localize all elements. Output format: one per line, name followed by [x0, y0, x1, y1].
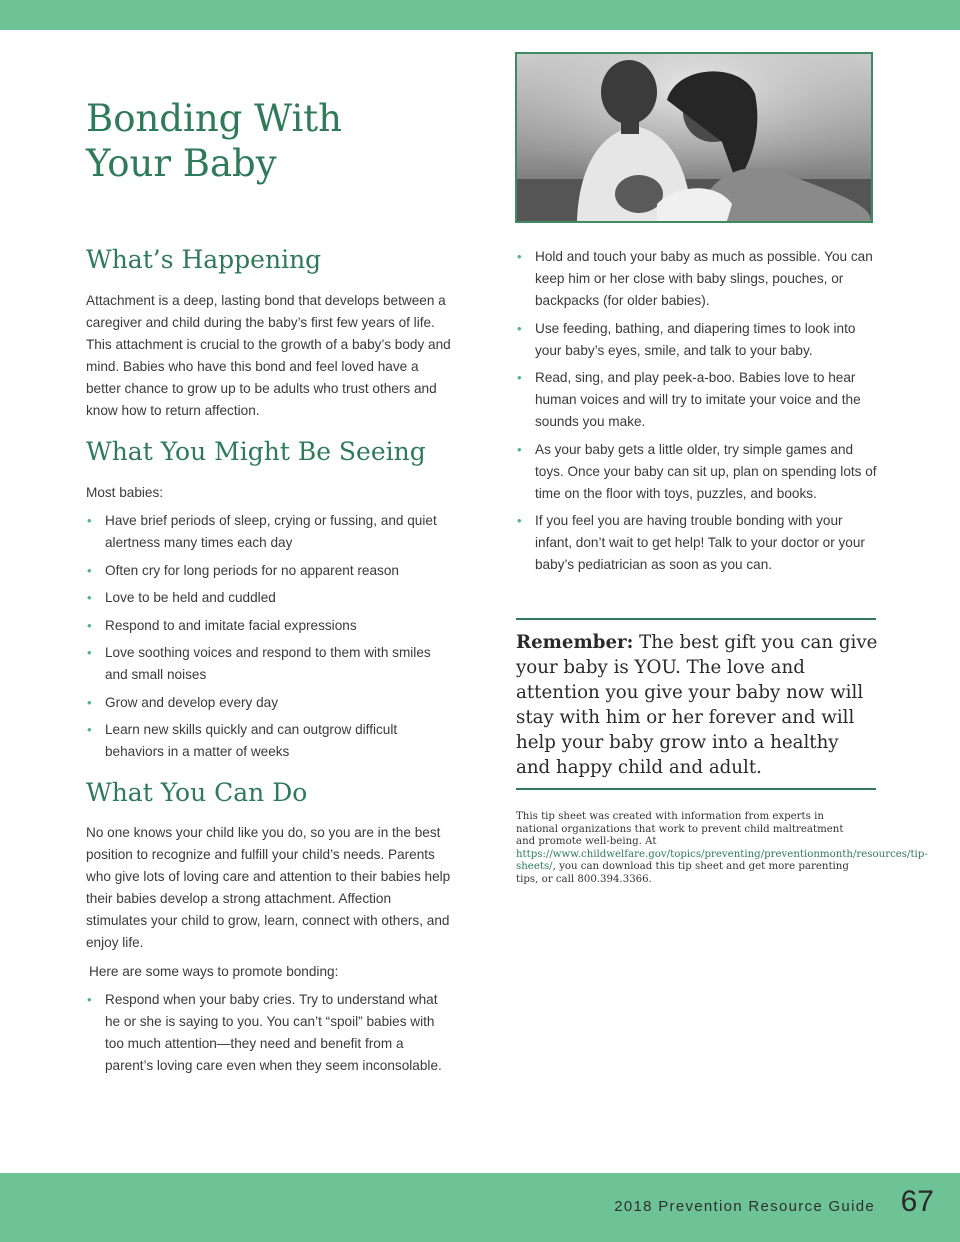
seeing-list — [86, 510, 456, 769]
top-color-band — [0, 0, 960, 30]
photo-illustration — [517, 54, 871, 221]
list-item: • Read, sing, and play peek-a-boo. Babies love to hear human voices and will try to imitate your voice and the sounds you make. — [517, 370, 861, 429]
list-item: • Often cry for long periods for no apparent reason — [87, 562, 399, 578]
remember-callout — [516, 630, 878, 780]
footer-guide-title: 2018 Prevention Resource Guide — [614, 1198, 875, 1215]
can-do-list-right — [516, 246, 878, 582]
can-do-list-left — [86, 989, 446, 1083]
list-item: • Respond when your baby cries. Try to understand what he or she is saying to you. You can’t “spoil” babies with too much attention—they need and benefit from a parent’s loving care even when they seem inconsolable. — [87, 992, 442, 1073]
credit-note: This tip sheet was created with information from experts in national organizations that work to prevent child maltreatment and promote well-being. At https://www.childwelfare.gov/topics/preventing/preventionmonth/resources/tip-sheets/, you can download this tip sheet and get more parenting tips, or call 800.394.3366. — [516, 811, 928, 885]
list-item: • As your baby gets a little older, try simple games and toys. Once your baby can sit up, plan on spending lots of time on the floor with toys, puzzles, and books. — [517, 441, 877, 501]
seeing-intro: Most babies: — [86, 485, 164, 500]
family-photo — [515, 52, 873, 223]
divider-top — [516, 618, 876, 620]
can-do-intro: Here are some ways to promote bonding: — [89, 964, 339, 979]
remember-text: The best gift you can give your baby is YOU. The love and attention you give your baby now will stay with him or her forever and will help your baby grow into a healthy and happy child and adult. — [516, 632, 878, 778]
title-line-2: Your Baby — [86, 142, 277, 185]
divider-bottom — [516, 788, 876, 790]
list-item: • Hold and touch your baby as much as possible. You can keep him or her close with baby slings, pouches, or backpacks (for older babies). — [517, 249, 873, 308]
list-item: • Use feeding, bathing, and diapering times to look into your baby’s eyes, smile, and talk to your baby. — [517, 320, 856, 358]
list-item: • Learn new skills quickly and can outgrow difficult behaviors in a matter of weeks — [87, 722, 398, 759]
title-line-1: Bonding With — [86, 97, 343, 140]
childwelfare-link[interactable]: https://www.childwelfare.gov/topics/preventing/preventionmonth/resources/tip-sheets/ — [516, 848, 928, 873]
heading-what-you-might-be-seeing: What You Might Be Seeing — [86, 437, 426, 466]
list-item: • If you feel you are having trouble bonding with your infant, don’t wait to get help! Talk to your doctor or your baby’s pediatrician as soon as you can. — [517, 513, 865, 572]
whats-happening-paragraph: Attachment is a deep, lasting bond that develops between a caregiver and child during the baby’s first few years of life. This attachment is crucial to the growth of a baby’s body and mind. Babies who have this bond and feel loved have a better chance to grow up to be adults who trust others and know how to return affection. — [86, 293, 451, 418]
list-item: • Have brief periods of sleep, crying or fussing, and quiet alertness many times each day — [87, 513, 437, 550]
list-item: • Respond to and imitate facial expressions — [87, 617, 357, 633]
remember-label: Remember: — [516, 632, 634, 653]
list-item: • Grow and develop every day — [87, 694, 279, 710]
list-item: • Love to be held and cuddled — [87, 590, 276, 605]
page-title — [86, 96, 386, 186]
page-number: 67 — [900, 1185, 934, 1218]
heading-what-you-can-do: What You Can Do — [86, 778, 308, 807]
list-item: • Love soothing voices and respond to them with smiles and small noises — [87, 645, 431, 682]
can-do-paragraph: No one knows your child like you do, so you are in the best position to recognize and fulfill your child’s needs. Parents who give lots of loving care and attention to their babies help their babies develop a strong attachment. Affection stimulates your child to grow, learn, connect with others, and enjoy life. — [86, 825, 451, 950]
heading-whats-happening: What’s Happening — [86, 245, 322, 274]
